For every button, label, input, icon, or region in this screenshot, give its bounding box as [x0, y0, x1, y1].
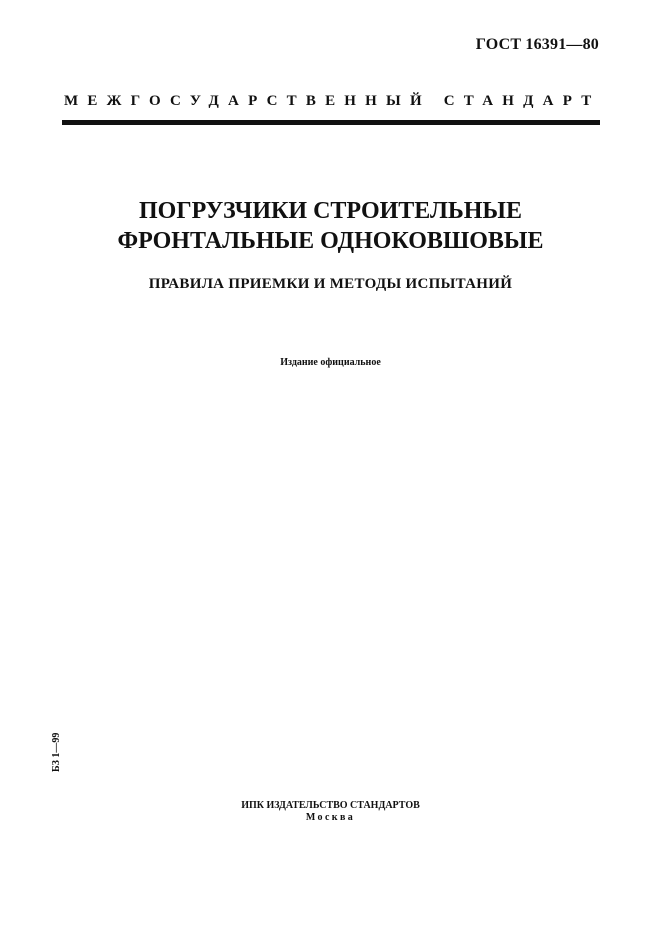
document-number: ГОСТ 16391—80: [475, 36, 599, 53]
header-divider: [62, 120, 600, 125]
standard-type-heading: МЕЖГОСУДАРСТВЕННЫЙ СТАНДАРТ: [64, 93, 601, 109]
title-line-1: ПОГРУЗЧИКИ СТРОИТЕЛЬНЫЕ: [139, 198, 522, 224]
side-code: БЗ 1—99: [51, 732, 62, 772]
publisher-block: [0, 800, 661, 824]
document-title: [0, 196, 661, 256]
publisher-city: Москва: [305, 812, 356, 823]
edition-note: Издание официальное: [280, 357, 381, 368]
document-subtitle: ПРАВИЛА ПРИЕМКИ И МЕТОДЫ ИСПЫТАНИЙ: [148, 276, 513, 292]
publisher-name: ИПК ИЗДАТЕЛЬСТВО СТАНДАРТОВ: [241, 800, 420, 811]
title-line-2: ФРОНТАЛЬНЫЕ ОДНОКОВШОВЫЕ: [117, 228, 544, 254]
